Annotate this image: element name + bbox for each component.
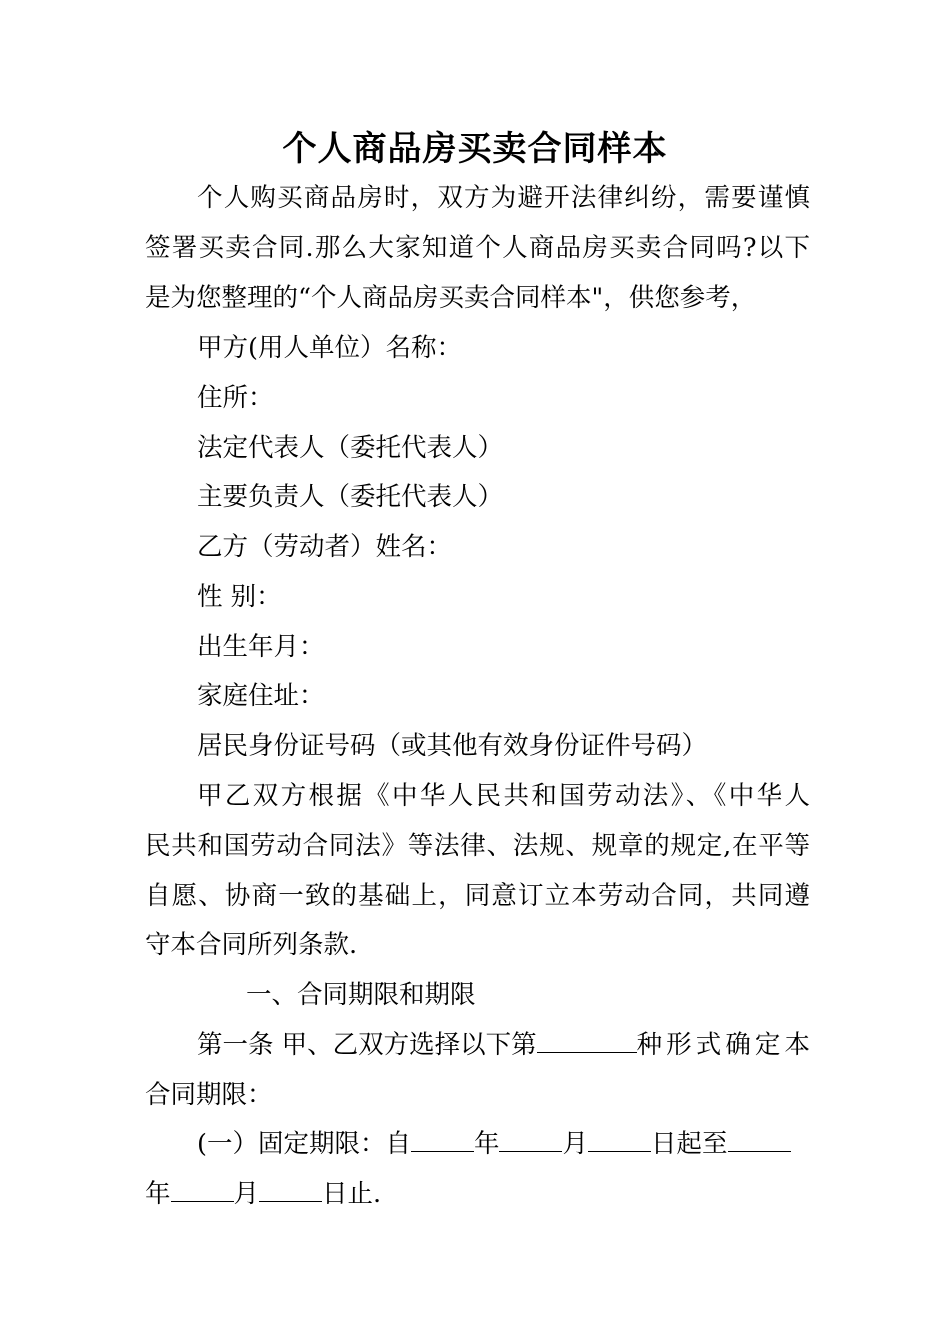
address-field: 住所： bbox=[197, 383, 274, 413]
id-number-field: 居民身份证号码（或其他有效身份证件号码） bbox=[197, 731, 708, 761]
fixed-term-line-2 bbox=[145, 1174, 810, 1214]
basis-line-2: 民共和国劳动合同法》等法律、法规、规章的规定,在平等 bbox=[145, 831, 810, 861]
section-1-heading: 一、合同期限和期限 bbox=[246, 980, 476, 1010]
basis-line-1: 甲乙双方根据《中华人民共和国劳动法》、《中华人 bbox=[197, 781, 810, 811]
end-day-blank bbox=[259, 1175, 322, 1202]
end-day-unit: 日止. bbox=[322, 1179, 382, 1209]
intro-line-1: 个人购买商品房时，双方为避开法律纠纷，需要谨慎 bbox=[197, 183, 810, 213]
party-a-name-field: 甲方(用人单位）名称： bbox=[197, 333, 462, 363]
form-choice-blank bbox=[537, 1026, 637, 1053]
end-month-blank bbox=[171, 1175, 234, 1202]
start-day-unit: 日起至 bbox=[650, 1129, 728, 1159]
end-year-unit: 年 bbox=[145, 1179, 171, 1209]
article-1-text-b: 种形式确定本 bbox=[636, 1030, 810, 1060]
home-address-field: 家庭住址： bbox=[197, 681, 325, 711]
start-year-unit: 年 bbox=[473, 1129, 500, 1159]
document-title: 个人商品房买卖合同样本 bbox=[282, 129, 668, 169]
article-1-line-1 bbox=[197, 1025, 810, 1065]
birth-field: 出生年月： bbox=[197, 632, 325, 662]
article-1-text-a: 第一条 甲、乙双方选择以下第 bbox=[197, 1030, 537, 1060]
party-b-name-field: 乙方（劳动者）姓名： bbox=[197, 532, 453, 562]
article-1-line-2: 合同期限： bbox=[145, 1080, 273, 1110]
start-month-blank bbox=[499, 1125, 562, 1152]
intro-line-3: 是为您整理的“个人商品房买卖合同样本"，供您参考， bbox=[145, 283, 757, 313]
end-month-unit: 月 bbox=[233, 1179, 260, 1209]
gender-field: 性 别： bbox=[197, 582, 282, 612]
basis-line-3: 自愿、协商一致的基础上，同意订立本劳动合同，共同遵 bbox=[145, 881, 810, 911]
basis-line-4: 守本合同所列条款. bbox=[145, 930, 358, 960]
start-day-blank bbox=[588, 1125, 651, 1152]
start-month-unit: 月 bbox=[562, 1129, 588, 1159]
legal-rep-field: 法定代表人（委托代表人） bbox=[197, 433, 504, 463]
end-year-blank-a bbox=[728, 1125, 791, 1152]
start-year-blank bbox=[411, 1125, 474, 1152]
fixed-term-line-1 bbox=[197, 1124, 810, 1164]
intro-line-2: 签署买卖合同.那么大家知道个人商品房买卖合同吗?以下 bbox=[145, 233, 810, 263]
fixed-term-label: (一）固定期限：自 bbox=[197, 1129, 411, 1159]
main-person-field: 主要负责人（委托代表人） bbox=[197, 482, 504, 512]
